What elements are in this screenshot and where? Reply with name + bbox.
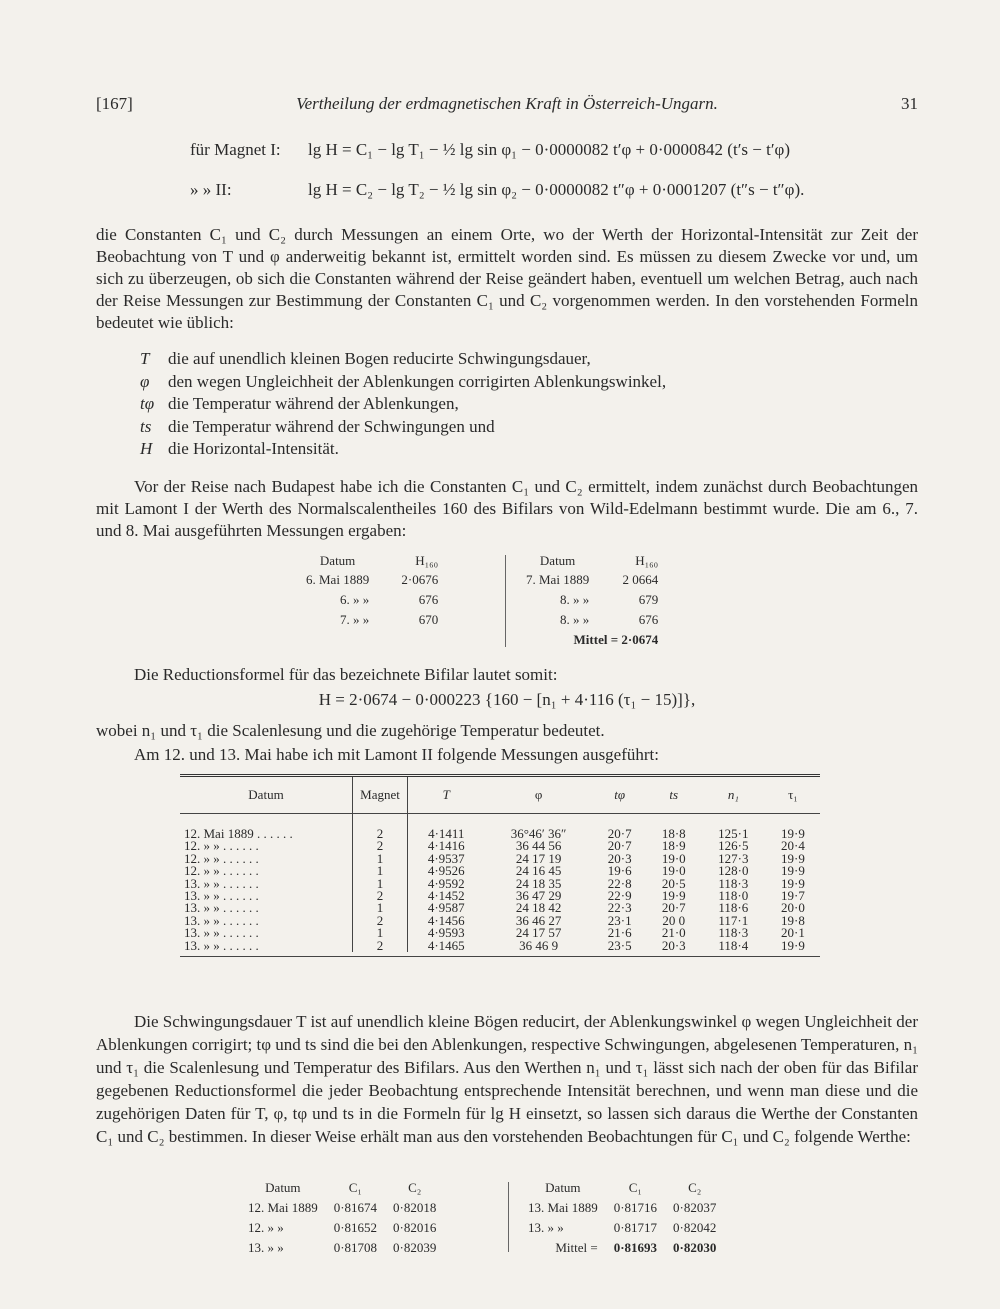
formula-text: lg H = C₂ − lg T₂ − ½ lg sin φ₂ − 0·0000082 t″φ + 0·0001207 (t″s − t″φ). [308, 180, 805, 199]
column-header: C₁ [628, 1180, 642, 1195]
table-row [520, 630, 664, 650]
column-header: C₂ [408, 1180, 422, 1195]
definition-list [140, 348, 666, 461]
column-header: H₁₆₀ [635, 553, 659, 568]
table-cell: 118·3 [718, 875, 749, 891]
table-cell: 12. Mai 1889 . . . . . . [180, 828, 353, 840]
running-title: Vertheilung der erdmagnetischen Kraft in Österreich-Ungarn. [296, 94, 718, 113]
table-row: 13. » » 0·81717 0·82042 [528, 1220, 717, 1235]
definition-text: die Temperatur während der Schwingungen und [168, 416, 495, 436]
table-bottom-rule [180, 956, 820, 957]
table-cell: 19·9 [781, 826, 805, 841]
table-cell: 20·3 [661, 937, 686, 953]
paragraph-wobei [96, 720, 918, 742]
column-header: Datum [265, 1180, 301, 1195]
page-label: [167] [96, 94, 133, 113]
definition-symbol: H [140, 439, 153, 458]
table-cell: 18·8 [661, 826, 686, 841]
table-cell: 128·0 [718, 863, 749, 879]
definition-text: die auf unendlich kleinen Bogen reducirte Schwingungsdauer, [168, 349, 591, 368]
column-divider [505, 555, 506, 647]
definition-item [140, 393, 666, 416]
column-header: H₁₆₀ [415, 553, 439, 568]
table-cell: 18·9 [661, 838, 686, 854]
definition-symbol: ts [140, 416, 152, 436]
table-cell: 12. » » . . . . . . [180, 840, 353, 852]
table-cell: 20 0 [662, 912, 686, 928]
definition-item [140, 416, 666, 439]
table-row: 6. Mai 1889 2·0676 [306, 572, 439, 587]
column-header: C₁ [348, 1180, 362, 1195]
mittel-c2: 0·82030 [673, 1240, 717, 1255]
table-h160-right [520, 552, 664, 650]
table-cell: 4·1416 [427, 838, 465, 854]
table-cell: 4·9587 [427, 900, 465, 916]
definition-text: die Horizontal-Intensität. [168, 439, 339, 458]
table-row: 8. » » 676 [559, 612, 659, 627]
table-cell: 21·0 [661, 925, 686, 941]
definition-item [140, 348, 666, 371]
table-cell: 13. » » . . . . . . [180, 940, 353, 952]
table-cell: 4·9592 [427, 875, 465, 891]
column-header: τ₁ [766, 777, 820, 814]
table-cell: 21·6 [607, 925, 632, 941]
table-constants-right [520, 1178, 724, 1258]
table-cell: 118·6 [718, 900, 749, 916]
table-cell: 13. » » . . . . . . [180, 915, 353, 927]
table-cell: 13. » » . . . . . . [180, 890, 353, 902]
formula-label: » » II: [190, 180, 232, 199]
table-cell: 118·3 [718, 925, 749, 941]
definition-text: den wegen Ungleichheit der Ablenkungen corrigirten Ablenkungswinkel, [168, 371, 667, 391]
table-h160-left [300, 552, 444, 630]
table-cell: 13. » » . . . . . . [180, 902, 353, 914]
table-body [180, 814, 820, 953]
table-cell: 19·9 [781, 875, 805, 891]
table-row: 13. Mai 1889 0·81716 0·82037 [528, 1200, 717, 1215]
paragraph-text: Am 12. und 13. Mai habe ich mit Lamont II folgende Messungen ausgeführt: [134, 745, 659, 764]
page-number: 31 [901, 94, 918, 113]
formula-text: lg H = C₁ − lg T₁ − ½ lg sin φ₁ − 0·0000082 t′φ + 0·0000842 (t′s − t′φ) [308, 140, 791, 159]
table-cell: 22·3 [607, 900, 632, 916]
table-cell: 1 [353, 853, 408, 865]
table-cell: 118·0 [718, 888, 749, 904]
table-row: 6. » » 676 [339, 592, 439, 607]
table-row [520, 1238, 724, 1258]
table-cell: 125·1 [718, 826, 749, 841]
table-cell: 24 18 42 [515, 900, 562, 916]
table-cell: 20·7 [607, 838, 632, 854]
table-cell: 2 [353, 940, 408, 952]
table-row: 13. » » 0·81708 0·82039 [248, 1240, 437, 1255]
table-cell: 19·9 [781, 937, 805, 953]
table-cell: 24 17 19 [515, 850, 562, 866]
table-header-row [180, 777, 820, 814]
definition-item [140, 438, 666, 461]
column-header: Magnet [353, 777, 408, 814]
table-cell: 4·9537 [427, 850, 465, 866]
column-header: Datum [319, 553, 356, 568]
measurements-table [180, 774, 820, 957]
table-cell: 1 [353, 902, 408, 914]
table-cell: 22·8 [607, 875, 632, 891]
table-cell: 2 [353, 840, 408, 852]
column-header: φ [484, 777, 592, 814]
table-cell: 36 46 27 [515, 912, 562, 928]
column-divider [508, 1182, 509, 1252]
column-header: Datum [180, 777, 353, 814]
column-header: C₂ [688, 1180, 702, 1195]
table-cell: 24 18 35 [515, 875, 562, 891]
table-cell: 20·0 [781, 900, 805, 916]
table-cell: 20·5 [661, 875, 686, 891]
running-header [96, 94, 918, 116]
table-cell: 19·7 [781, 888, 805, 904]
table-cell: 20·4 [781, 838, 805, 854]
table-cell: 118·4 [718, 937, 749, 953]
definition-text: die Temperatur während der Ablenkungen, [168, 394, 459, 413]
column-header: Datum [545, 1180, 581, 1195]
paragraph-text: wobei n₁ und τ₁ die Scalenlesung und die zugehörige Temperatur bedeutet. [96, 721, 605, 740]
table-cell: 36 46 9 [519, 937, 559, 953]
paragraph-schwingungsdauer [96, 1010, 918, 1148]
table-row: 7. » » 670 [339, 612, 439, 627]
table-cell: 4·9526 [427, 863, 465, 879]
table-cell: 19·0 [661, 850, 686, 866]
table-cell: 36 44 56 [515, 838, 562, 854]
mittel-c1: 0·81693 [613, 1240, 658, 1255]
table-row: 7. Mai 1889 2 0664 [526, 572, 659, 587]
mittel-label: Mittel = [555, 1240, 598, 1255]
paragraph-text: Vor der Reise nach Budapest habe ich die Constanten C₁ und C₂ ermittelt, indem zunächst durch Beobachtungen mit Lamont I der Werth des Normalscalentheiles 160 des Bifilars von Wild-Edelmann bestimmt wurde. Die am 6., 7. und 8. Mai ausgeführten Messungen ergaben: [96, 477, 918, 540]
column-header: n₁ [701, 777, 766, 814]
table-cell: 20·7 [661, 900, 686, 916]
table-cell: 36 47 29 [515, 888, 562, 904]
paragraph-lamont [96, 744, 918, 766]
table-constants-left [240, 1178, 444, 1258]
table-cell: 36°46′ 36″ [510, 826, 567, 841]
table-cell: 2 [353, 828, 408, 840]
definition-symbol: T [140, 349, 150, 368]
table-cell: 24 16 45 [515, 863, 562, 879]
table-cell: 1 [353, 865, 408, 877]
column-header: ts [647, 777, 701, 814]
paragraph-text: die Constanten C₁ und C₂ durch Messungen an einem Orte, wo der Werth der Horizontal-Intensität zur Zeit der Beobachtung von T und φ anderweitig bekannt ist, ermittelt worden sind. Es müssen zu diesem Zwecke vor und, um sich zu überzeugen, ob sich die Constanten während der Reise geändert haben, eventuell um welchen Betrag, auch nach der Reise Messungen zur Bestimmung der Constanten C₁ und C₂ vorgenommen werden. In den vorstehenden Formeln bedeutet wie üblich: [96, 225, 918, 332]
table-cell: 24 17 57 [515, 925, 562, 941]
column-header: Datum [539, 553, 576, 568]
table-cell: 4·1411 [428, 826, 465, 841]
table-cell: 2 [353, 915, 408, 927]
column-header: T [408, 777, 485, 814]
table-cell: 19·9 [661, 888, 686, 904]
definition-symbol: φ [140, 371, 150, 391]
reduction-formula: H = 2·0674 − 0·000223 {160 − [n₁ + 4·116 (τ₁ − 15)]}, [318, 690, 696, 709]
table-cell: 2 [353, 890, 408, 902]
table-cell: 19·9 [781, 863, 805, 879]
table-cell: 127·3 [718, 850, 749, 866]
table-cell: 23·5 [607, 937, 632, 953]
table-cell: 19·9 [781, 850, 805, 866]
table-cell: 19·6 [607, 863, 632, 879]
table-row: 12. Mai 1889 0·81674 0·82018 [248, 1200, 437, 1215]
table-cell: 4·9593 [427, 925, 465, 941]
paragraph-text: Die Reductionsformel für das bezeichnete Bifilar lautet somit: [134, 665, 558, 684]
table-cell: 1 [353, 878, 408, 890]
table-cell: 126·5 [718, 838, 749, 854]
formula-magnet-1 [190, 140, 790, 160]
table-row: 12. » » 0·81652 0·82016 [248, 1220, 437, 1235]
table-cell: 12. » » . . . . . . [180, 853, 353, 865]
table-cell: 22·9 [607, 888, 632, 904]
paragraph-constants [96, 224, 918, 334]
table-cell: 12. » » . . . . . . [180, 865, 353, 877]
formula-label: für Magnet I: [190, 140, 281, 159]
paragraph-reduction [96, 664, 918, 686]
table-cell: 23·1 [607, 912, 632, 928]
column-header: tφ [593, 777, 647, 814]
table-cell: 20·3 [607, 850, 632, 866]
paragraph-budapest [96, 476, 918, 542]
table-cell: 4·1452 [427, 888, 465, 904]
table-cell: 19·8 [781, 912, 805, 928]
table-cell: 13. » » . . . . . . [180, 878, 353, 890]
table-cell: 20·7 [607, 826, 632, 841]
table-row: 8. » » 679 [559, 592, 659, 607]
formula-magnet-2 [190, 180, 804, 200]
paragraph-text: Die Schwingungsdauer T ist auf unendlich kleine Bögen reducirt, der Ablenkungswinkel φ wegen Ungleichheit der Ablenkungen corrigirt; tφ und ts sind die bei den Ablenkungen, respective Schwingungen, abgelesenen Temperaturen, n₁ und τ₁ die Scalenlesung und Temperatur des Bifilars. Aus den Werthen n₁ und τ₁ lässt sich nach der oben für das Bifilar gegebenen Reductionsformel die jeder Beobachtung entsprechende Intensität berechnen, und wenn man diese und die zugehörigen Daten für T, φ, tφ und ts in die Formeln für lg H einsetzt, so lassen sich daraus die Werthe der Constanten C₁ und C₂ bestimmen. In dieser Weise erhält man aus den vorstehenden Beobachtungen für C₁ und C₂ folgende Werthe: [96, 1012, 918, 1146]
table-cell: 19·0 [661, 863, 686, 879]
mittel-value: Mittel = 2·0674 [573, 632, 659, 647]
table-cell: 1 [353, 927, 408, 939]
table-cell: 117·1 [718, 912, 749, 928]
table-row [180, 940, 820, 952]
table-cell: 4·1456 [427, 912, 465, 928]
table-cell: 4·1465 [427, 937, 465, 953]
table-cell: 13. » » . . . . . . [180, 927, 353, 939]
definition-item [140, 371, 666, 394]
definition-symbol: tφ [140, 394, 155, 413]
table-cell: 20·1 [781, 925, 805, 941]
